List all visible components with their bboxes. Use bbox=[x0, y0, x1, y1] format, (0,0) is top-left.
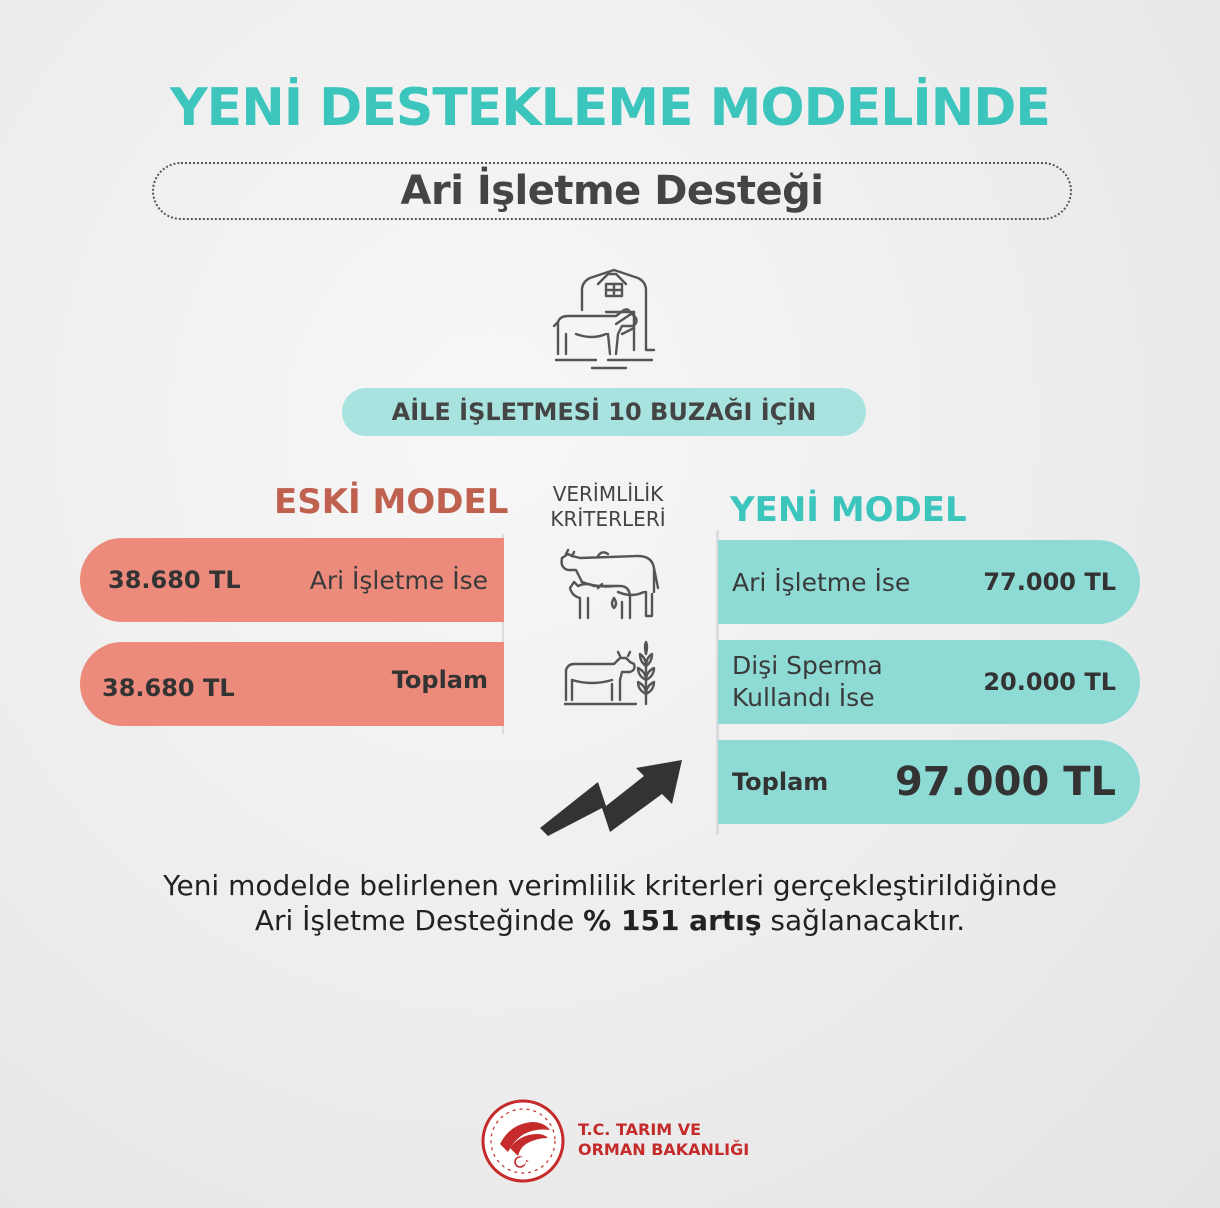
criteria-title-line2: KRİTERLERİ bbox=[550, 507, 666, 531]
footer-text bbox=[0, 868, 1220, 938]
new-model-title: YENİ MODEL bbox=[730, 490, 967, 530]
old-model-title: ESKİ MODEL bbox=[274, 482, 509, 522]
cow-calf-icon bbox=[558, 548, 660, 620]
subtitle: Ari İşletme Desteği bbox=[400, 168, 824, 214]
new-row-sperma bbox=[718, 640, 1140, 724]
trend-up-arrow-icon bbox=[536, 756, 686, 838]
new-row-label bbox=[732, 650, 883, 714]
ministry-name-line1: T.C. TARIM VE bbox=[578, 1120, 702, 1139]
ministry-name bbox=[578, 1120, 749, 1160]
footer-line2-post: sağlanacaktır. bbox=[761, 904, 966, 937]
old-row-amount: 38.680 TL bbox=[108, 566, 241, 594]
new-row-amount: 77.000 TL bbox=[983, 568, 1116, 596]
footer-line1: Yeni modelde belirlenen verimlilik kriterleri gerçekleştirildiğinde bbox=[163, 869, 1057, 902]
old-row-total bbox=[80, 642, 504, 726]
new-row-ari-isletme bbox=[718, 540, 1140, 624]
new-row-label: Toplam bbox=[732, 768, 829, 796]
barn-cow-icon bbox=[552, 268, 664, 372]
criteria-title bbox=[520, 482, 696, 532]
old-row-ari-isletme bbox=[80, 538, 504, 622]
new-row-label-line2: Kullandı İse bbox=[732, 683, 875, 712]
new-row-label-line1: Dişi Sperma bbox=[732, 651, 883, 680]
new-row-total-amount: 97.000 TL bbox=[894, 759, 1116, 805]
ministry-logo-icon bbox=[480, 1098, 566, 1184]
footer-line2 bbox=[0, 903, 1220, 938]
old-row-label: Ari İşletme İse bbox=[309, 565, 488, 595]
footer-highlight: % 151 artış bbox=[583, 904, 762, 937]
cow-wheat-icon bbox=[564, 640, 660, 708]
old-row-label: Toplam bbox=[391, 666, 488, 694]
family-business-label: AİLE İŞLETMESİ 10 BUZAĞI İÇİN bbox=[342, 388, 866, 436]
new-row-amount: 20.000 TL bbox=[983, 668, 1116, 696]
old-row-amount: 38.680 TL bbox=[102, 674, 235, 702]
ministry-name-line2: ORMAN BAKANLIĞI bbox=[578, 1140, 750, 1159]
main-title: YENİ DESTEKLEME MODELİNDE bbox=[170, 78, 1050, 138]
criteria-title-line1: VERİMLİLİK bbox=[552, 482, 664, 506]
subtitle-pill bbox=[152, 162, 1072, 220]
new-row-total bbox=[718, 740, 1140, 824]
new-row-label: Ari İşletme İse bbox=[732, 567, 911, 597]
footer-line2-pre: Ari İşletme Desteğinde bbox=[254, 904, 584, 937]
